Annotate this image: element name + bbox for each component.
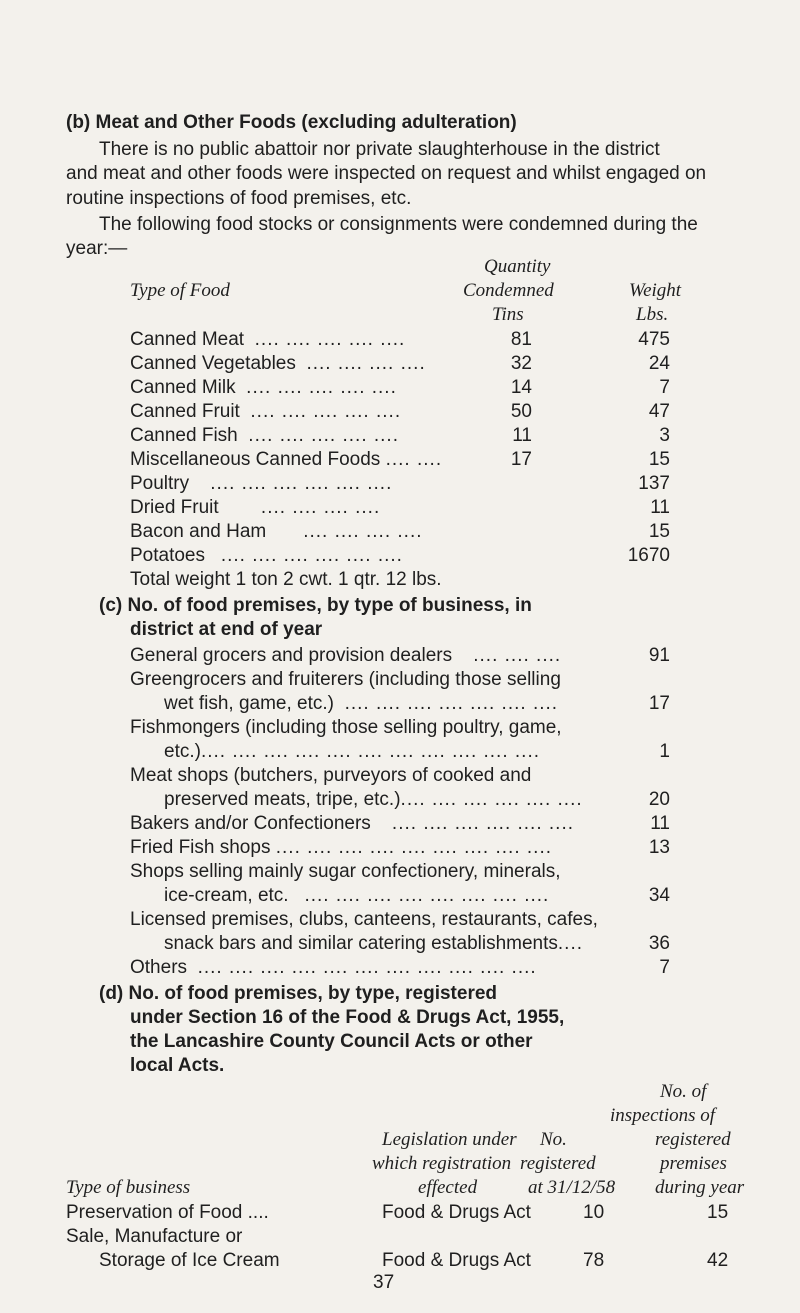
section-d-heading-line4: local Acts. <box>130 1055 225 1076</box>
header-inspections-3: registered <box>655 1129 731 1150</box>
row-lbs: 475 <box>638 329 670 350</box>
row-label: Miscellaneous Canned Foods <box>130 449 381 470</box>
leader-dots: .... .... .... .... .... .... .... .... .... .... .... <box>197 957 537 978</box>
row-lbs: 7 <box>659 377 670 398</box>
header-tins: Tins <box>492 304 524 325</box>
header-inspections-2: inspections of <box>610 1105 716 1126</box>
leader-dots: .... .... .... .... .... .... .... .... .... .... .... <box>200 741 541 762</box>
list-item <box>164 885 549 907</box>
inspections-count: 42 <box>707 1250 729 1271</box>
item-text: preserved meats, tripe, etc.) <box>164 789 401 810</box>
header-type-of-food: Type of Food <box>130 280 230 301</box>
item-value: 13 <box>648 837 670 858</box>
section-b-para2-line1: The following food stocks or consignments were condemned during the <box>99 214 698 235</box>
item-value: 1 <box>659 741 670 762</box>
leader-dots: .... .... .... .... <box>303 521 423 542</box>
leader-dots: .... .... .... <box>473 645 562 666</box>
registered-count: 10 <box>583 1202 605 1223</box>
item-text: snack bars and similar catering establishments <box>164 933 558 954</box>
row-tins: 32 <box>510 353 532 374</box>
section-b-para1-line2: and meat and other foods were inspected on request and whilst engaged on <box>66 163 707 184</box>
item-value: 36 <box>648 933 670 954</box>
row-label: Canned Fish <box>130 425 238 446</box>
row-lbs: 15 <box>648 521 670 542</box>
table-row <box>130 401 401 423</box>
row-tins: 17 <box>510 449 532 470</box>
list-item <box>164 789 583 811</box>
registered-count: 78 <box>583 1250 605 1271</box>
item-value: 91 <box>648 645 670 666</box>
row-label: Bacon and Ham <box>130 521 267 542</box>
table-row <box>130 377 397 399</box>
item-text: General grocers and provision dealers <box>130 645 453 666</box>
section-c-heading-line1: (c) No. of food premises, by type of business, in <box>99 595 532 616</box>
section-d-heading-line3: the Lancashire County Council Acts or other <box>130 1031 533 1052</box>
leader-dots: .... .... .... .... .... .... .... .... <box>304 885 550 906</box>
header-condemned: Condemned <box>463 280 554 301</box>
row-label: Canned Fruit <box>130 401 240 422</box>
row-lbs: 15 <box>648 449 670 470</box>
leader-dots: .... .... .... .... .... .... .... .... .... <box>275 837 553 858</box>
business-type-cont: Storage of Ice Cream <box>99 1250 280 1271</box>
business-type: Preservation of Food .... <box>66 1202 269 1223</box>
header-quantity: Quantity <box>484 256 551 277</box>
row-tins: 11 <box>512 425 532 446</box>
header-type-of-business: Type of business <box>66 1177 191 1198</box>
leader-dots: .... .... .... .... <box>260 497 381 518</box>
leader-dots: .... .... .... .... .... <box>254 329 406 350</box>
header-weight: Weight <box>629 280 682 301</box>
header-inspections-1: No. of <box>660 1081 707 1102</box>
row-lbs: 11 <box>650 497 670 518</box>
inspections-count: 15 <box>707 1202 729 1223</box>
list-item <box>130 813 574 835</box>
row-lbs: 24 <box>648 353 670 374</box>
header-no-3: at 31/12/58 <box>528 1177 616 1198</box>
table-row <box>130 497 380 519</box>
list-item: Licensed premises, clubs, canteens, restaurants, cafes, <box>130 909 598 930</box>
item-value: 34 <box>648 885 670 906</box>
header-no-2: registered <box>520 1153 596 1174</box>
item-value: 11 <box>650 813 670 834</box>
row-lbs: 3 <box>659 425 670 446</box>
section-b-para1-line3: routine inspections of food premises, etc. <box>66 188 412 209</box>
list-item <box>164 693 558 715</box>
list-item: Meat shops (butchers, purveyors of cooked and <box>130 765 532 786</box>
list-item <box>164 741 540 763</box>
row-label: Poultry <box>130 473 190 494</box>
table-row <box>130 473 392 495</box>
list-item: Greengrocers and fruiterers (including those selling <box>130 669 561 690</box>
total-weight: Total weight 1 ton 2 cwt. 1 qtr. 12 lbs. <box>130 569 442 590</box>
row-label: Canned Meat <box>130 329 245 350</box>
header-legislation-1: Legislation under <box>382 1129 517 1150</box>
row-tins: 14 <box>510 377 532 398</box>
leader-dots: .... .... .... .... .... .... <box>210 473 393 494</box>
row-lbs: 137 <box>638 473 670 494</box>
leader-dots: .... .... .... .... .... .... .... <box>344 693 559 714</box>
business-type: Sale, Manufacture or <box>66 1226 243 1247</box>
leader-dots: .... .... .... .... .... .... <box>400 789 583 810</box>
header-inspections-4: premises <box>660 1153 727 1174</box>
list-item <box>130 837 552 859</box>
leader-dots: .... .... .... .... .... .... <box>391 813 575 834</box>
list-item <box>130 957 537 979</box>
item-value: 7 <box>659 957 670 978</box>
section-d-heading-line1: (d) No. of food premises, by type, registered <box>99 983 498 1004</box>
item-text: Others <box>130 957 188 978</box>
list-item: Shops selling mainly sugar confectionery, minerals, <box>130 861 561 882</box>
section-b-para2-line2: year:— <box>66 238 128 259</box>
item-value: 17 <box>648 693 670 714</box>
leader-dots: .... .... .... .... .... <box>248 425 399 446</box>
row-tins: 50 <box>510 401 532 422</box>
page-number: 37 <box>373 1272 395 1293</box>
header-lbs: Lbs. <box>636 304 669 325</box>
item-text: Bakers and/or Confectioners <box>130 813 371 834</box>
leader-dots: .... .... <box>385 449 443 470</box>
leader-dots: .... .... .... .... <box>306 353 426 374</box>
leader-dots: .... <box>557 933 584 954</box>
leader-dots: .... .... .... .... .... <box>250 401 402 422</box>
row-label: Canned Vegetables <box>130 353 296 374</box>
row-label: Dried Fruit <box>130 497 219 518</box>
section-b-para1-line1: There is no public abattoir nor private slaughterhouse in the district <box>99 139 660 160</box>
table-row <box>130 425 399 447</box>
legislation: Food & Drugs Act <box>382 1202 531 1223</box>
header-no-1: No. <box>540 1129 567 1150</box>
section-b-heading: (b) Meat and Other Foods (excluding adulteration) <box>66 112 517 133</box>
row-label: Potatoes <box>130 545 205 566</box>
table-row <box>130 329 405 351</box>
table-row <box>130 521 423 543</box>
header-legislation-2: which registration <box>372 1153 512 1174</box>
table-row <box>130 449 442 471</box>
row-lbs: 47 <box>648 401 670 422</box>
item-text: Fried Fish shops <box>130 837 271 858</box>
header-legislation-3: effected <box>418 1177 478 1198</box>
item-text: etc.) <box>164 741 201 762</box>
leader-dots: .... .... .... .... .... .... <box>220 545 403 566</box>
row-lbs: 1670 <box>627 545 670 566</box>
row-tins: 81 <box>510 329 532 350</box>
section-c-heading-line2: district at end of year <box>130 619 323 640</box>
list-item: Fishmongers (including those selling poultry, game, <box>130 717 562 738</box>
list-item <box>130 645 561 667</box>
legislation: Food & Drugs Act <box>382 1250 531 1271</box>
leader-dots: .... .... .... .... .... <box>246 377 397 398</box>
header-inspections-5: during year <box>655 1177 745 1198</box>
row-label: Canned Milk <box>130 377 236 398</box>
item-text: wet fish, game, etc.) <box>164 693 335 714</box>
list-item <box>164 933 583 955</box>
section-d-heading-line2: under Section 16 of the Food & Drugs Act, 1955, <box>130 1007 565 1028</box>
item-text: ice-cream, etc. <box>164 885 289 906</box>
table-row <box>130 353 426 375</box>
item-value: 20 <box>648 789 670 810</box>
table-row <box>130 545 403 567</box>
